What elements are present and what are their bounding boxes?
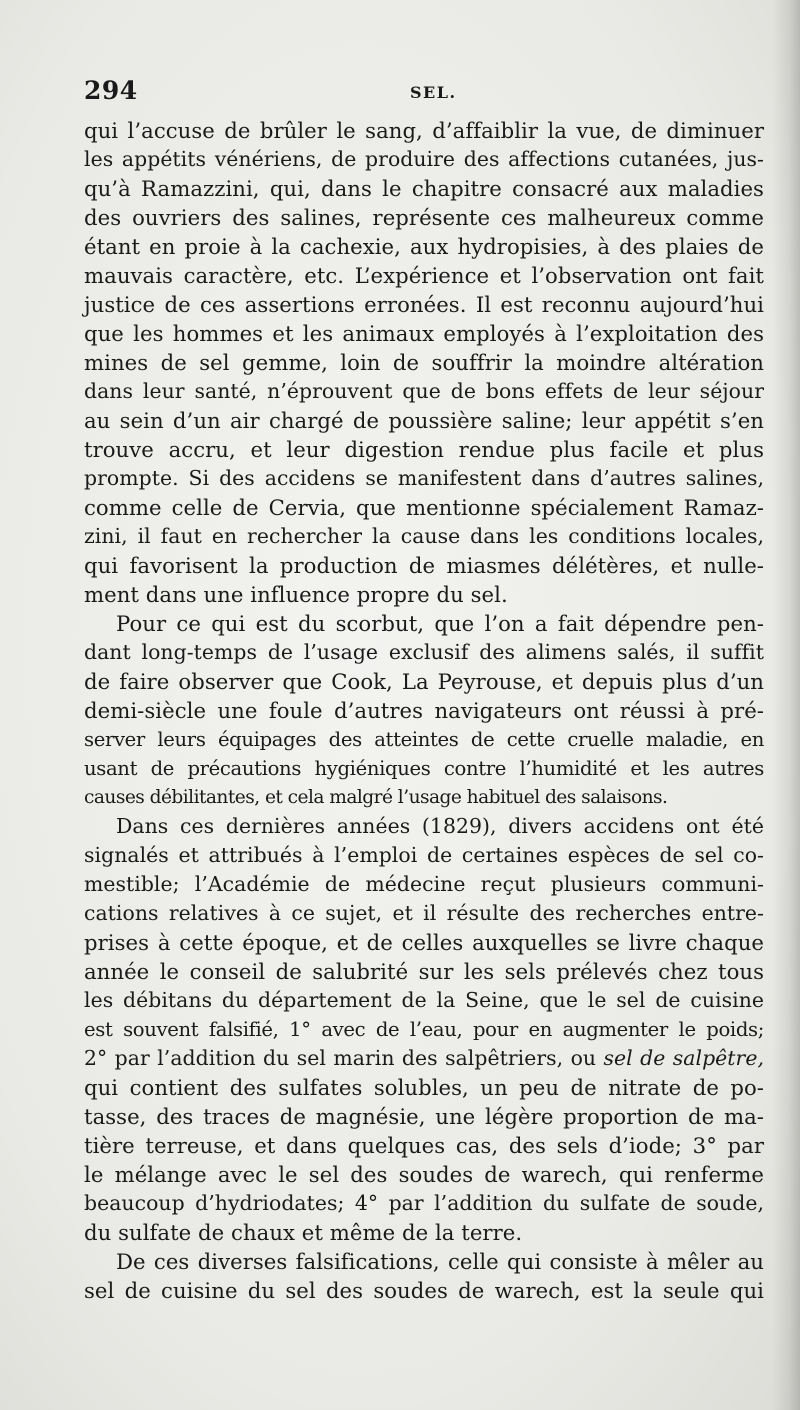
- text-segment: 2° par l’addition du sel marin des salpêtriers, ou: [84, 1046, 597, 1070]
- text-line: server leurs équipages des atteintes de cette cruelle maladie, en: [84, 728, 764, 751]
- text-line: justice de ces assertions erronées. Il est reconnu aujourd’hui: [84, 292, 764, 317]
- text-line: comme celle de Cervia, que mentionne spécialement Ramaz-: [84, 495, 764, 520]
- paragraph: [84, 116, 764, 609]
- text-line: Dans ces dernières années (1829), divers accidens ont été: [116, 814, 764, 838]
- paragraph: [84, 609, 764, 812]
- text-line: dant long-temps de l’usage exclusif des alimens salés, il suffit: [84, 640, 764, 664]
- text-line: cations relatives à ce sujet, et il résulte des recherches entre-: [84, 901, 764, 925]
- text-line: tasse, des traces de magnésie, une légère proportion de ma-: [84, 1104, 764, 1129]
- text-line: beaucoup d’hydriodates; 4° par l’addition du sulfate de soude,: [84, 1191, 764, 1215]
- text-line: De ces diverses falsifications, celle qui consiste à mêler au: [116, 1249, 764, 1274]
- text-line: les débitans du département de la Seine, que le sel de cuisine: [84, 988, 764, 1012]
- text-line: le mélange avec le sel des soudes de warech, qui renferme: [84, 1162, 764, 1187]
- text-line: dans leur santé, n’éprouvent que de bons effets de leur séjour: [84, 379, 764, 403]
- text-line: prises à cette époque, et de celles auxquelles se livre chaque: [84, 930, 764, 955]
- text-line: qu’à Ramazzini, qui, dans le chapitre consacré aux maladies: [84, 176, 764, 201]
- text-line: étant en proie à la cachexie, aux hydropisies, à des plaies de: [84, 234, 764, 259]
- text-line: mines de sel gemme, loin de souffrir la moindre altération: [84, 350, 764, 375]
- text-line: signalés et attribués à l’emploi de certaines espèces de sel co-: [84, 843, 764, 867]
- text-line: demi-siècle une foule d’autres navigateurs ont réussi à pré-: [84, 698, 764, 723]
- text-line: mauvais caractère, etc. L’expérience et l’observation ont fait: [84, 263, 764, 288]
- text-line: Pour ce qui est du scorbut, que l’on a fait dépendre pen-: [116, 611, 764, 636]
- paragraph: [84, 812, 764, 1247]
- text-line: zini, il faut en rechercher la cause dans les conditions locales,: [84, 524, 764, 548]
- text-line: année le conseil de salubrité sur les sels prélevés chez tous: [84, 959, 764, 984]
- text-line: que les hommes et les animaux employés à l’exploitation des: [84, 321, 764, 346]
- text-line: tière terreuse, et dans quelques cas, des sels d’iode; 3° par: [84, 1133, 764, 1158]
- text-line: ment dans une influence propre du sel.: [84, 582, 508, 607]
- text-line: usant de précautions hygiéniques contre l’humidité et les autres: [84, 757, 764, 780]
- running-head: SEL.: [410, 83, 457, 102]
- text-line: du sulfate de chaux et même de la terre.: [84, 1220, 523, 1245]
- text-line: trouve accru, et leur digestion rendue plus facile et plus: [84, 437, 764, 462]
- page-number: 294: [84, 76, 138, 105]
- text-line: les appétits vénériens, de produire des affections cutanées, jus-: [84, 147, 764, 171]
- text-line: des ouvriers des salines, représente ces malheureux comme: [84, 205, 764, 230]
- page-body: [84, 116, 764, 1305]
- text-line: sel de cuisine du sel des soudes de warech, est la seule qui: [84, 1278, 764, 1303]
- text-line-with-italic: [84, 1044, 764, 1073]
- text-line: qui contient des sulfates solubles, un peu de nitrate de po-: [84, 1075, 764, 1100]
- text-line: prompte. Si des accidens se manifestent dans d’autres salines,: [84, 466, 764, 490]
- page-header: [84, 76, 764, 106]
- text-line: causes débilitantes, et cela malgré l’usage habituel des salaisons.: [84, 787, 668, 808]
- text-line: qui favorisent la production de miasmes délétères, et nulle-: [84, 553, 764, 578]
- text-line: qui l’accuse de brûler le sang, d’affaiblir la vue, de diminuer: [84, 118, 764, 143]
- text-line: au sein d’un air chargé de poussière saline; leur appétit s’en: [84, 408, 764, 433]
- text-line: de faire observer que Cook, La Peyrouse, et depuis plus d’un: [84, 669, 764, 694]
- text-line: mestible; l’Académie de médecine reçut plusieurs communi-: [84, 872, 764, 896]
- page-gutter-shadow: [772, 0, 800, 1410]
- italic-term: sel de salpêtre,: [603, 1046, 764, 1070]
- paragraph: [84, 1247, 764, 1305]
- text-line: est souvent falsifié, 1° avec de l’eau, pour en augmenter le poids;: [84, 1018, 764, 1041]
